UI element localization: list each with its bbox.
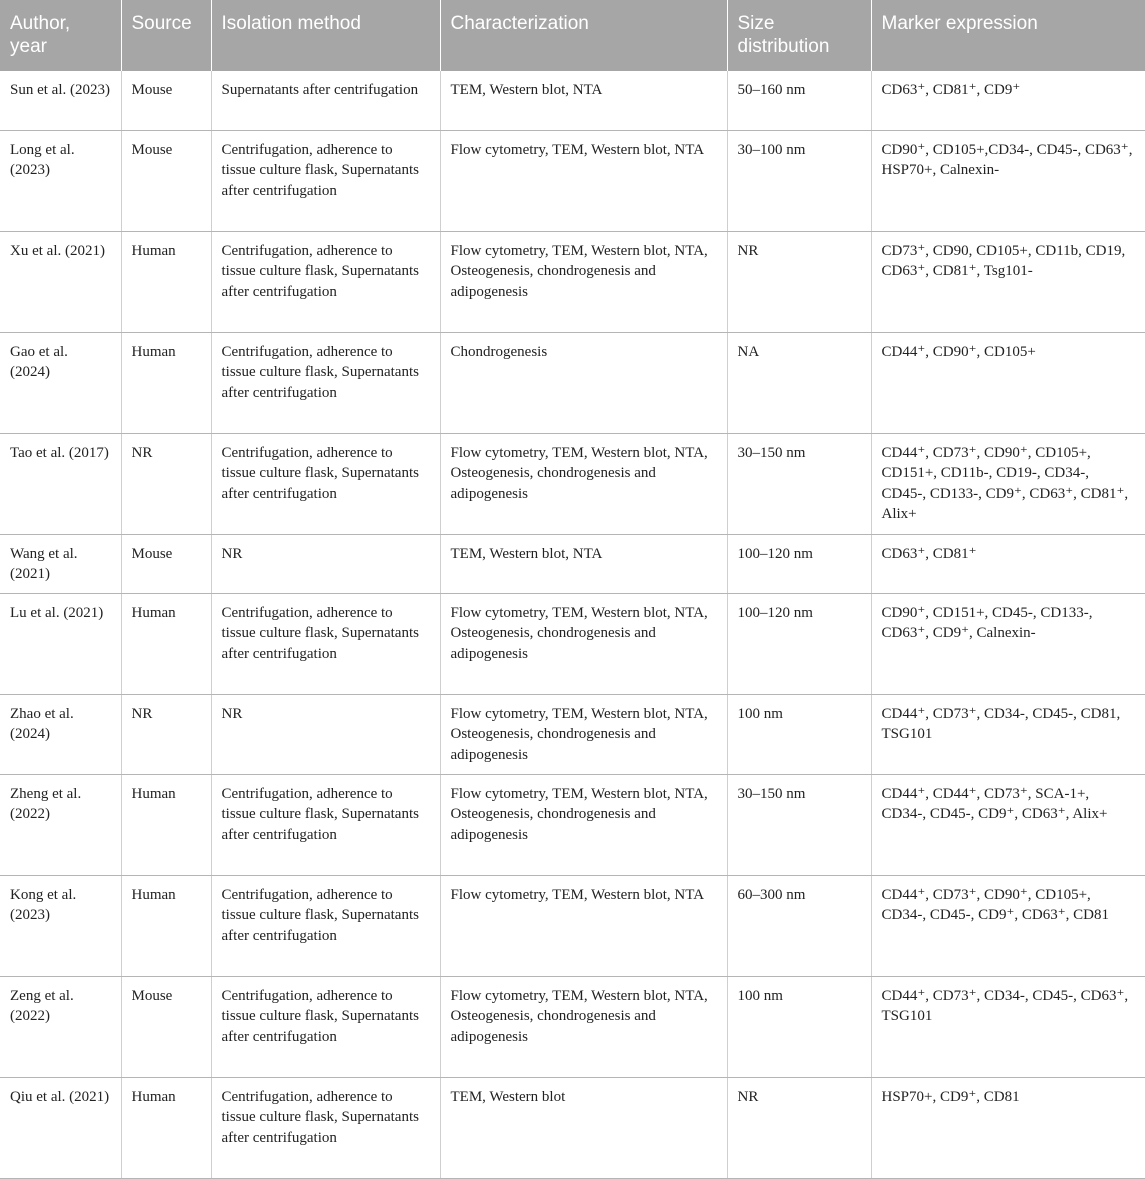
cell-size: NA — [727, 332, 871, 433]
cell-isolation: Centrifugation, adherence to tissue culture flask, Supernatants after centrifugation — [211, 433, 440, 534]
cell-characterization: Flow cytometry, TEM, Western blot, NTA — [440, 875, 727, 976]
cell-marker: CD90⁺, CD105+,CD34-, CD45-, CD63⁺, HSP70+, Calnexin- — [871, 130, 1145, 231]
cell-author: Zheng et al. (2022) — [0, 774, 121, 875]
header-size-distribution: Size distribution — [727, 0, 871, 71]
cell-characterization: TEM, Western blot, NTA — [440, 534, 727, 593]
cell-source: NR — [121, 433, 211, 534]
cell-author: Kong et al. (2023) — [0, 875, 121, 976]
cell-isolation: Centrifugation, adherence to tissue culture flask, Supernatants after centrifugation — [211, 130, 440, 231]
cell-isolation: Centrifugation, adherence to tissue culture flask, Supernatants after centrifugation — [211, 774, 440, 875]
cell-marker: CD44⁺, CD73⁺, CD34-, CD45-, CD63⁺, TSG101 — [871, 976, 1145, 1077]
cell-size: 30–150 nm — [727, 433, 871, 534]
cell-source: Human — [121, 332, 211, 433]
cell-characterization: Chondrogenesis — [440, 332, 727, 433]
header-isolation-method: Isolation method — [211, 0, 440, 71]
cell-size: 100–120 nm — [727, 593, 871, 694]
cell-isolation: Centrifugation, adherence to tissue culture flask, Supernatants after centrifugation — [211, 875, 440, 976]
cell-source: Human — [121, 774, 211, 875]
cell-marker: CD44⁺, CD73⁺, CD34-, CD45-, CD81, TSG101 — [871, 694, 1145, 774]
cell-isolation: NR — [211, 534, 440, 593]
cell-marker: CD44⁺, CD73⁺, CD90⁺, CD105+, CD34-, CD45-, CD9⁺, CD63⁺, CD81 — [871, 875, 1145, 976]
cell-characterization: Flow cytometry, TEM, Western blot, NTA — [440, 130, 727, 231]
cell-marker: CD44⁺, CD44⁺, CD73⁺, SCA-1+, CD34-, CD45-, CD9⁺, CD63⁺, Alix+ — [871, 774, 1145, 875]
cell-isolation: Centrifugation, adherence to tissue culture flask, Supernatants after centrifugation — [211, 1077, 440, 1178]
cell-isolation: Centrifugation, adherence to tissue culture flask, Supernatants after centrifugation — [211, 976, 440, 1077]
cell-isolation: Centrifugation, adherence to tissue culture flask, Supernatants after centrifugation — [211, 332, 440, 433]
cell-characterization: Flow cytometry, TEM, Western blot, NTA, Osteogenesis, chondrogenesis and adipogenesis — [440, 593, 727, 694]
header-source: Source — [121, 0, 211, 71]
cell-source: NR — [121, 694, 211, 774]
cell-size: 100–120 nm — [727, 534, 871, 593]
cell-author: Sun et al. (2023) — [0, 71, 121, 130]
cell-marker: CD44⁺, CD90⁺, CD105+ — [871, 332, 1145, 433]
cell-isolation: Centrifugation, adherence to tissue culture flask, Supernatants after centrifugation — [211, 231, 440, 332]
table-row — [0, 1077, 1145, 1178]
cell-size: NR — [727, 231, 871, 332]
cell-isolation: Centrifugation, adherence to tissue culture flask, Supernatants after centrifugation — [211, 593, 440, 694]
header-marker-expression: Marker expression — [871, 0, 1145, 71]
cell-size: 30–100 nm — [727, 130, 871, 231]
cell-size: 30–150 nm — [727, 774, 871, 875]
cell-author: Gao et al. (2024) — [0, 332, 121, 433]
cell-marker: CD63⁺, CD81⁺ — [871, 534, 1145, 593]
cell-source: Human — [121, 875, 211, 976]
cell-author: Zhao et al. (2024) — [0, 694, 121, 774]
cell-source: Mouse — [121, 534, 211, 593]
cell-marker: HSP70+, CD9⁺, CD81 — [871, 1077, 1145, 1178]
cell-size: 100 nm — [727, 694, 871, 774]
cell-author: Qiu et al. (2021) — [0, 1077, 121, 1178]
table-row — [0, 332, 1145, 433]
cell-author: Xu et al. (2021) — [0, 231, 121, 332]
table-row — [0, 130, 1145, 231]
cell-size: 50–160 nm — [727, 71, 871, 130]
cell-size: NR — [727, 1077, 871, 1178]
cell-marker: CD44⁺, CD73⁺, CD90⁺, CD105+, CD151+, CD11b-, CD19-, CD34-, CD45-, CD133-, CD9⁺, CD63⁺, CD81⁺, Alix+ — [871, 433, 1145, 534]
table-row — [0, 976, 1145, 1077]
cell-characterization: Flow cytometry, TEM, Western blot, NTA, Osteogenesis, chondrogenesis and adipogenesis — [440, 433, 727, 534]
cell-source: Human — [121, 593, 211, 694]
cell-source: Mouse — [121, 976, 211, 1077]
header-author-year: Author, year — [0, 0, 121, 71]
cell-author: Zeng et al. (2022) — [0, 976, 121, 1077]
cell-author: Tao et al. (2017) — [0, 433, 121, 534]
cell-characterization: Flow cytometry, TEM, Western blot, NTA, Osteogenesis, chondrogenesis and adipogenesis — [440, 774, 727, 875]
table-row — [0, 694, 1145, 774]
cell-marker: CD73⁺, CD90, CD105+, CD11b, CD19, CD63⁺, CD81⁺, Tsg101- — [871, 231, 1145, 332]
table-row — [0, 875, 1145, 976]
cell-size: 100 nm — [727, 976, 871, 1077]
table-row — [0, 534, 1145, 593]
cell-size: 60–300 nm — [727, 875, 871, 976]
header-row — [0, 0, 1145, 71]
cell-isolation: Supernatants after centrifugation — [211, 71, 440, 130]
cell-characterization: Flow cytometry, TEM, Western blot, NTA, Osteogenesis, chondrogenesis and adipogenesis — [440, 694, 727, 774]
cell-source: Mouse — [121, 130, 211, 231]
cell-source: Human — [121, 1077, 211, 1178]
header-characterization: Characterization — [440, 0, 727, 71]
cell-characterization: TEM, Western blot, NTA — [440, 71, 727, 130]
cell-source: Human — [121, 231, 211, 332]
cell-author: Long et al. (2023) — [0, 130, 121, 231]
table-row — [0, 71, 1145, 130]
cell-source: Mouse — [121, 71, 211, 130]
cell-characterization: Flow cytometry, TEM, Western blot, NTA, Osteogenesis, chondrogenesis and adipogenesis — [440, 976, 727, 1077]
cell-characterization: TEM, Western blot — [440, 1077, 727, 1178]
cell-marker: CD63⁺, CD81⁺, CD9⁺ — [871, 71, 1145, 130]
cell-isolation: NR — [211, 694, 440, 774]
table-row — [0, 774, 1145, 875]
table-row — [0, 433, 1145, 534]
cell-author: Lu et al. (2021) — [0, 593, 121, 694]
table-row — [0, 593, 1145, 694]
cell-author: Wang et al. (2021) — [0, 534, 121, 593]
cell-marker: CD90⁺, CD151+, CD45-, CD133-, CD63⁺, CD9⁺, Calnexin- — [871, 593, 1145, 694]
cell-characterization: Flow cytometry, TEM, Western blot, NTA, Osteogenesis, chondrogenesis and adipogenesis — [440, 231, 727, 332]
table-row — [0, 231, 1145, 332]
